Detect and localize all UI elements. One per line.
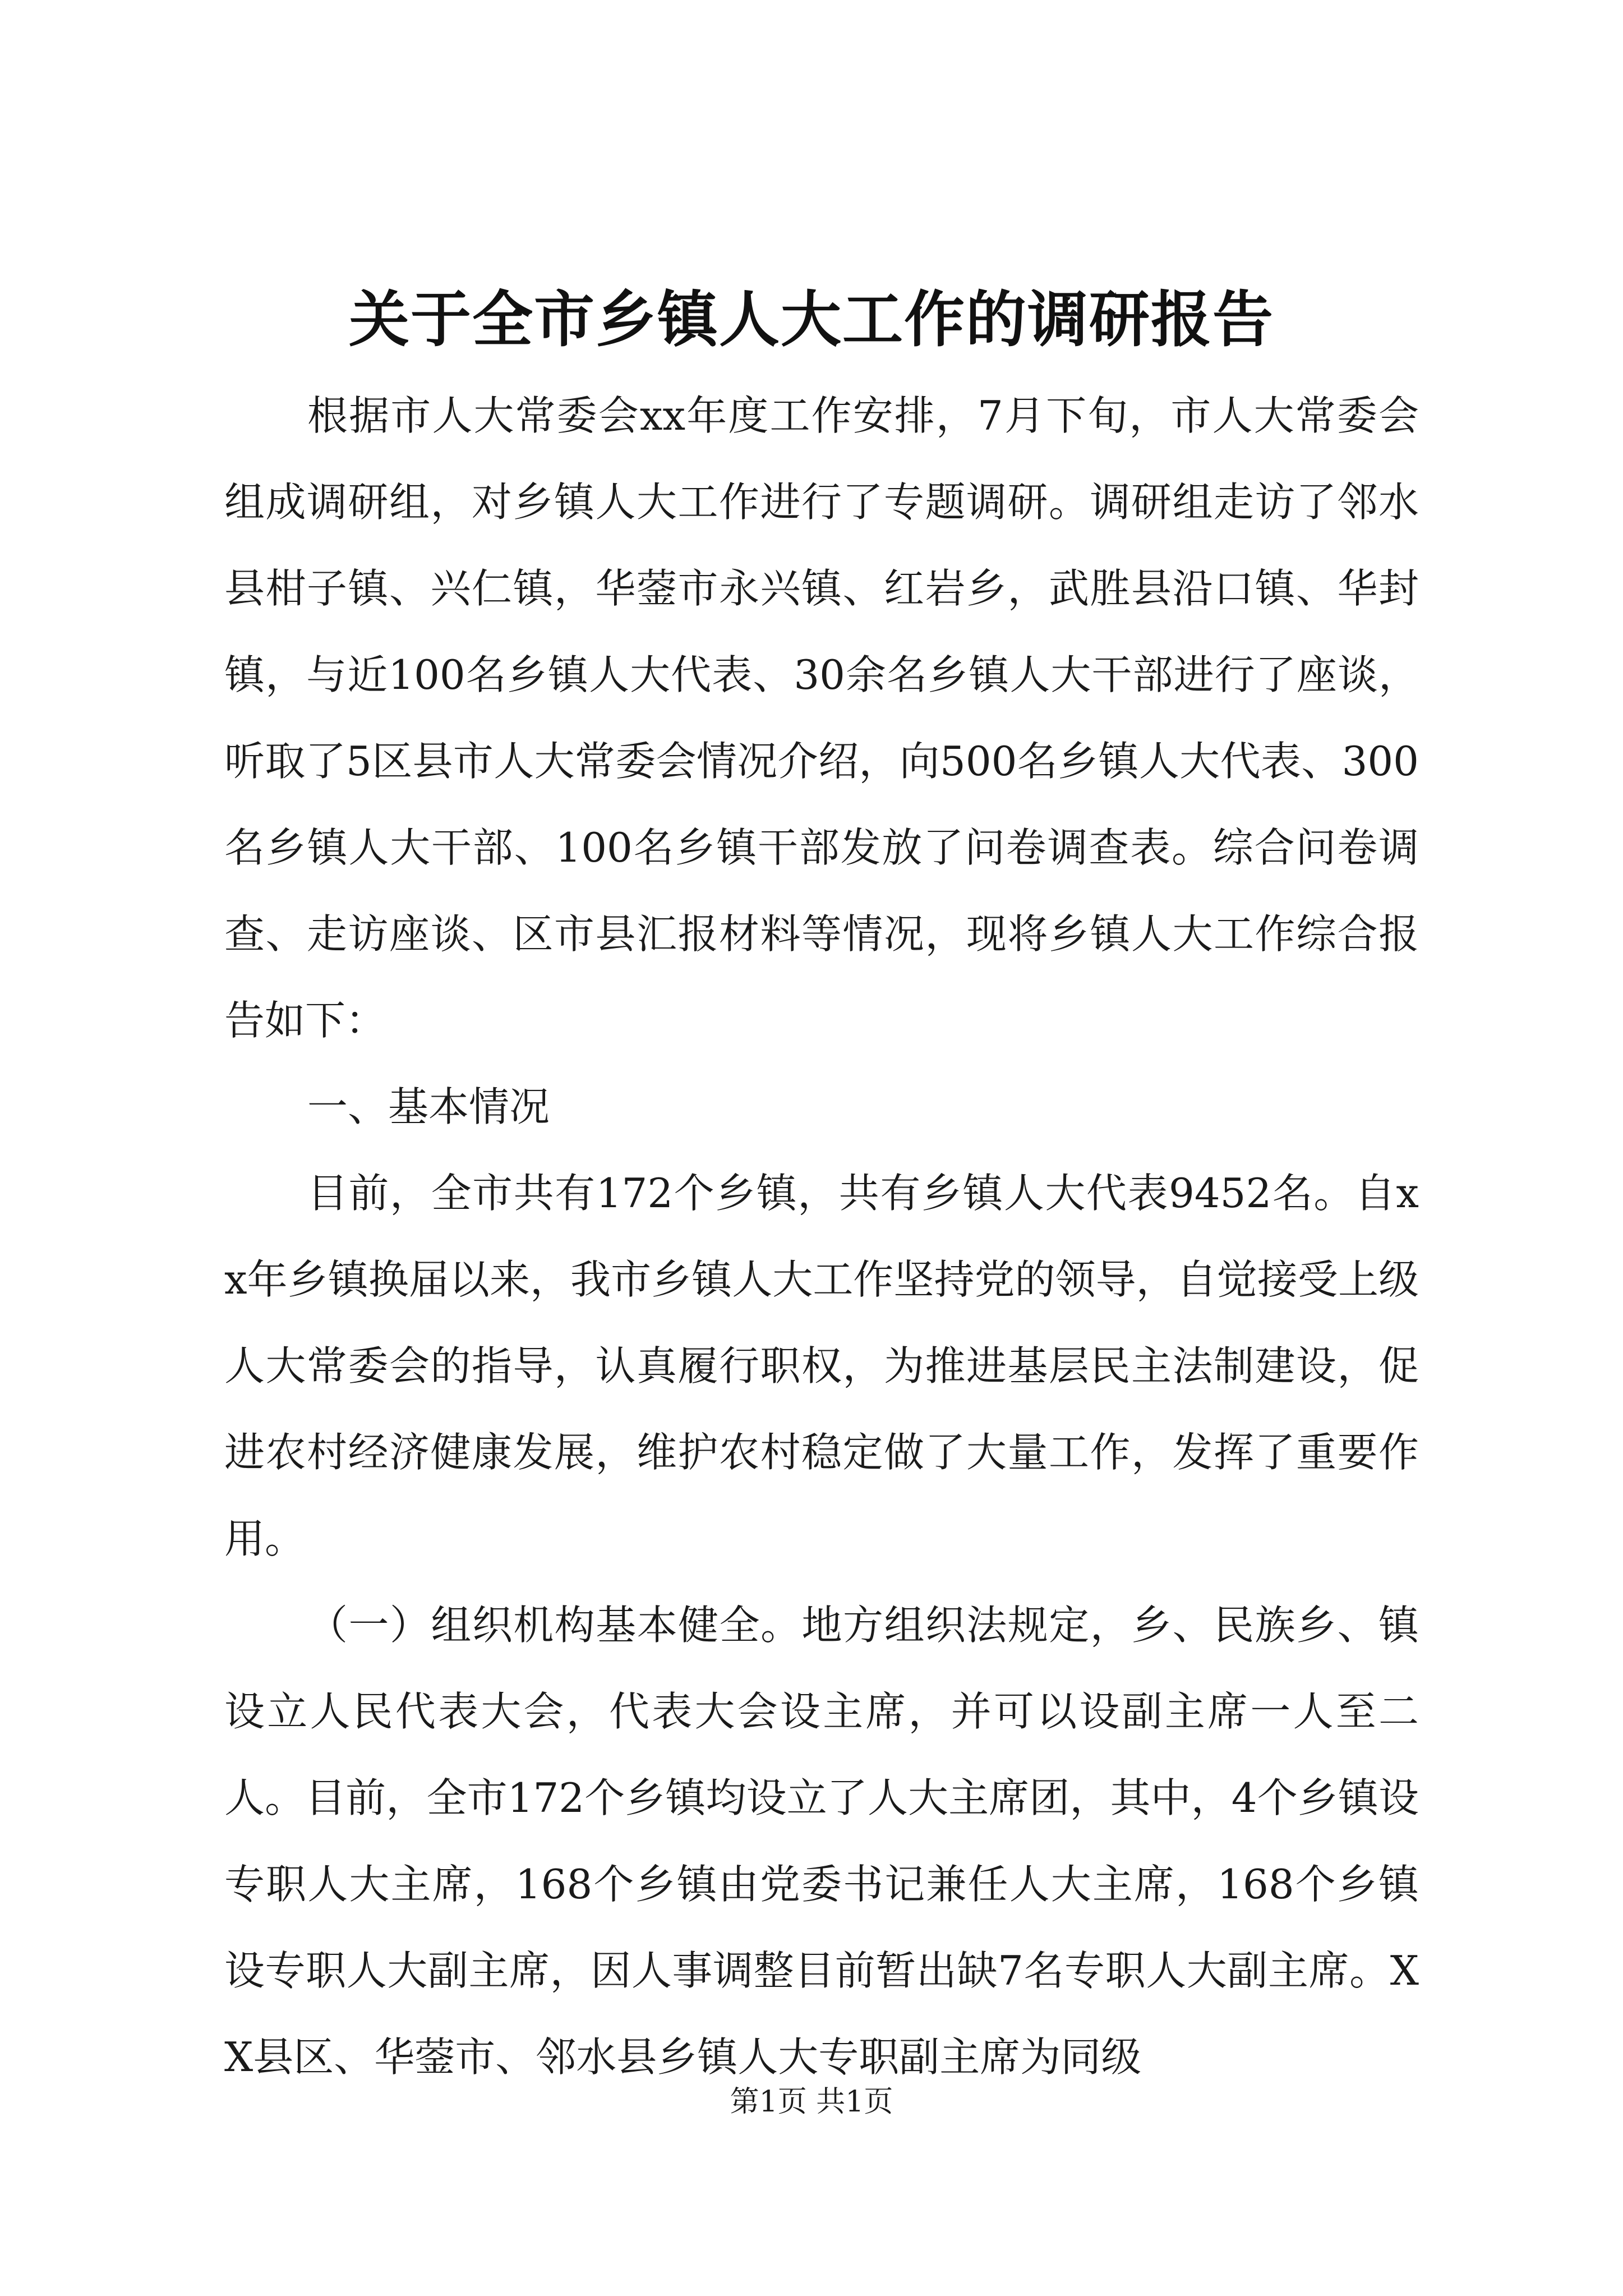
document-title: 关于全市乡镇人大工作的调研报告 [348, 284, 1274, 355]
paragraph-intro: 根据市人大常委会xx年度工作安排，7月下旬，市人大常委会组成调研组，对乡镇人大工作进行了专题调研。调研组走访了邻水县柑子镇、兴仁镇，华蓥市永兴镇、红岩乡，武胜县沿口镇、华封镇，与近100名乡镇人大代表、30余名乡镇人大干部进行了座谈，听取了5区县市人大常委会情况介绍，向500名乡镇人大代表、300名乡镇人大干部、100名乡镇干部发放了问卷调查表。综合问卷调查、走访座谈、区市县汇报材料等情况，现将乡镇人大工作综合报告如下： [224, 392, 1419, 1044]
paragraph-organization: （一）组织机构基本健全。地方组织法规定，乡、民族乡、镇设立人民代表大会，代表大会设主席，并可以设副主席一人至二人。目前，全市172个乡镇均设立了人大主席团，其中，4个乡镇设专职人大主席，168个乡镇由党委书记兼任人大主席，168个乡镇设专职人大副主席，因人事调整目前暂出缺7名专职人大副主席。XX县区、华蓥市、邻水县乡镇人大专职副主席为同级 [224, 1602, 1419, 2081]
section-heading-basic-situation: 一、基本情况 [307, 1083, 550, 1130]
page-footer: 第1页 共1页 [730, 2085, 893, 2119]
paragraph-current-status: 目前，全市共有172个乡镇，共有乡镇人大代表9452名。自xx年乡镇换届以来，我市乡镇人大工作坚持党的领导，自觉接受上级人大常委会的指导，认真履行职权，为推进基层民主法制建设，促进农村经济健康发展，维护农村稳定做了大量工作，发挥了重要作用。 [224, 1170, 1419, 1562]
document-body [224, 372, 1419, 2100]
